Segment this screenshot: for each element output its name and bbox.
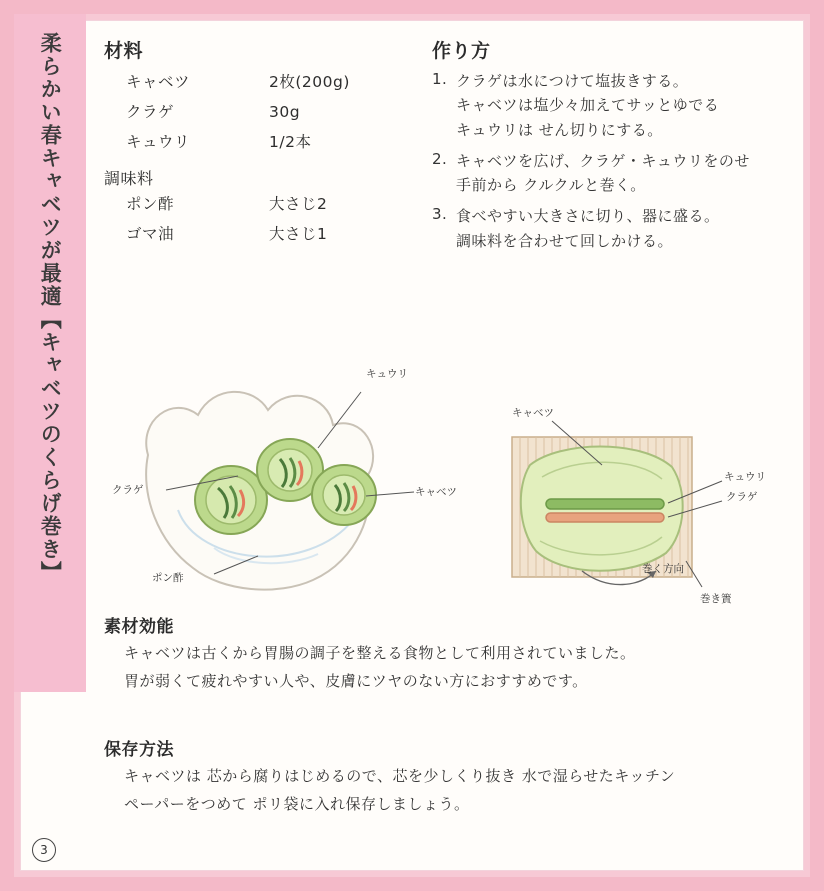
seasoning-title: 調味料 bbox=[104, 168, 154, 188]
callout-roll-direction: 巻く方向 bbox=[642, 563, 684, 575]
seasoning-amount: 大さじ2 bbox=[269, 194, 328, 213]
seasoning-row bbox=[104, 189, 404, 219]
note-benefits bbox=[104, 612, 770, 696]
ingredients-section bbox=[104, 36, 404, 249]
note-title: 素材効能 bbox=[104, 617, 174, 637]
mat-illustration bbox=[490, 395, 766, 625]
ingredient-amount: 2枚(200g) bbox=[269, 73, 350, 91]
step-line: キュウリは せん切りにする。 bbox=[456, 120, 663, 139]
ingredient-row bbox=[104, 67, 404, 97]
seasoning-amount: 大さじ1 bbox=[269, 224, 328, 243]
step-line: 手前から クルクルと巻く。 bbox=[456, 176, 646, 195]
callout-jellyfish: クラゲ bbox=[112, 484, 144, 496]
callout-sushi-mat: 巻き簀 bbox=[700, 593, 732, 605]
callout-mat-cucumber: キュウリ bbox=[724, 471, 766, 483]
bowl-illustration bbox=[112, 360, 458, 620]
ingredient-name: キュウリ bbox=[126, 133, 191, 152]
callout-cucumber: キュウリ bbox=[366, 368, 408, 380]
note-line: キャベツは 芯から腐りはじめるので、芯を少しくり抜き 水で湿らせたキッチン bbox=[124, 767, 676, 785]
step-item bbox=[432, 69, 784, 142]
callout-mat-cabbage: キャベツ bbox=[512, 407, 554, 419]
note-title: 保存方法 bbox=[104, 740, 174, 760]
steps-section bbox=[432, 36, 784, 260]
step-number: 2. bbox=[432, 149, 448, 168]
seasoning-name: ポン酢 bbox=[126, 194, 175, 213]
step-item bbox=[432, 149, 784, 198]
step-number: 3. bbox=[432, 205, 448, 224]
ingredient-name: クラゲ bbox=[126, 103, 175, 122]
note-line: ペーパーをつめて ポリ袋に入れ保存しましょう。 bbox=[124, 794, 470, 813]
ingredients-title: 材料 bbox=[104, 40, 144, 62]
callout-ponzu: ポン酢 bbox=[152, 572, 184, 584]
ingredient-row bbox=[104, 97, 404, 127]
callout-mat-jellyfish: クラゲ bbox=[726, 491, 758, 503]
steps-title: 作り方 bbox=[432, 40, 491, 62]
step-line: 調味料を合わせて回しかける。 bbox=[456, 231, 674, 250]
ingredient-row bbox=[104, 127, 404, 157]
ingredient-name: キャベツ bbox=[126, 73, 191, 91]
step-line: キャベツを広げ、クラゲ・キュウリをのせ bbox=[456, 151, 750, 170]
note-line: キャベツは古くから胃腸の調子を整える食物として利用されていました。 bbox=[124, 644, 636, 662]
note-line: 胃が弱くて疲れやすい人や、皮膚にツヤのない方におすすめです。 bbox=[124, 671, 588, 690]
seasoning-row bbox=[104, 219, 404, 249]
page-number: 3 bbox=[32, 838, 56, 862]
seasoning-name: ゴマ油 bbox=[126, 224, 175, 243]
note-storage bbox=[104, 735, 770, 819]
step-line: クラゲは水につけて塩抜きする。 bbox=[456, 72, 689, 90]
ingredient-amount: 1/2本 bbox=[269, 133, 312, 152]
ingredient-amount: 30g bbox=[269, 103, 301, 122]
step-line: 食べやすい大きさに切り、器に盛る。 bbox=[456, 207, 720, 226]
page-title: 柔らかい春キャベツが最適【キャベツのくらげ巻き】 bbox=[38, 32, 63, 584]
callout-cabbage: キャベツ bbox=[415, 486, 457, 498]
side-title-tab bbox=[14, 14, 86, 692]
step-item bbox=[432, 204, 784, 253]
step-line: キャベツは塩少々加えてサッとゆでる bbox=[456, 96, 720, 115]
step-number: 1. bbox=[432, 70, 448, 88]
